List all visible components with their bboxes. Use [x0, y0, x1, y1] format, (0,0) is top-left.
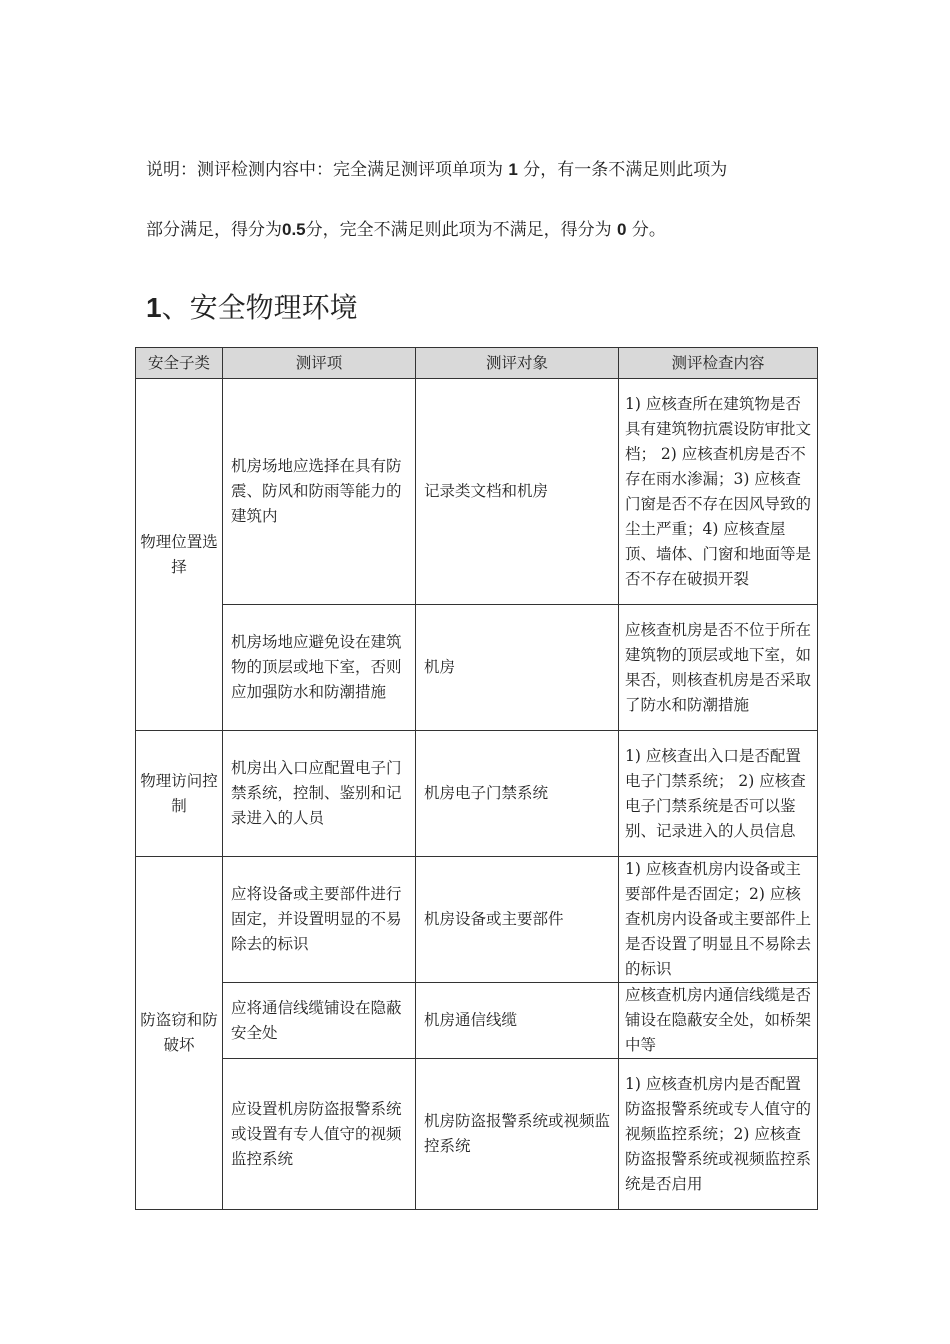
content-cell: 1) 应核查机房内是否配置防盗报警系统或专人值守的视频监控系统；2) 应核查防盗报警系统或视频监控系统是否启用: [619, 1059, 818, 1210]
intro-text: 说明：测评检测内容中：完全满足测评项单项为: [146, 160, 509, 180]
item-cell: 应将通信线缆铺设在隐蔽安全处: [223, 983, 416, 1059]
object-cell: 机房防盗报警系统或视频监控系统: [416, 1059, 619, 1210]
score-partial: 0.5: [282, 220, 306, 239]
content-cell: 应核查机房是否不位于所在建筑物的顶层或地下室，如果否，则核查机房是否采取了防水和防潮措施: [619, 605, 818, 731]
table-row: [136, 605, 818, 731]
item-cell: 机房场地应选择在具有防震、防风和防雨等能力的建筑内: [223, 379, 416, 605]
item-cell: 应将设备或主要部件进行固定，并设置明显的不易除去的标识: [223, 857, 416, 983]
item-cell: 应设置机房防盗报警系统或设置有专人值守的视频监控系统: [223, 1059, 416, 1210]
table-row: [136, 731, 818, 857]
item-cell: 机房场地应避免设在建筑物的顶层或地下室，否则应加强防水和防潮措施: [223, 605, 416, 731]
intro-text: 部分满足，得分为: [146, 220, 282, 240]
section-number: 1: [146, 292, 162, 323]
object-cell: 机房电子门禁系统: [416, 731, 619, 857]
table-header-row: [136, 348, 818, 379]
header-object: 测评对象: [416, 348, 619, 379]
object-cell: 机房: [416, 605, 619, 731]
section-heading: [146, 290, 358, 326]
intro-line-2: [146, 218, 666, 242]
header-item: 测评项: [223, 348, 416, 379]
intro-line-1: [146, 158, 727, 182]
object-cell: 记录类文档和机房: [416, 379, 619, 605]
object-cell: 机房设备或主要部件: [416, 857, 619, 983]
table-row: [136, 379, 818, 605]
object-cell: 机房通信线缆: [416, 983, 619, 1059]
score-full: 1: [508, 160, 518, 179]
evaluation-table: [135, 347, 818, 1210]
intro-text: 分。: [626, 220, 666, 240]
intro-text: 分，完全不满足则此项为不满足，得分为: [305, 220, 618, 240]
intro-text: 分，有一条不满足则此项为: [517, 160, 728, 180]
table-row: [136, 1059, 818, 1210]
section-title: 、安全物理环境: [161, 291, 358, 324]
content-cell: 应核查机房内通信线缆是否铺设在隐蔽安全处，如桥架中等: [619, 983, 818, 1059]
category-cell: 物理访问控制: [136, 731, 223, 857]
header-category: 安全子类: [136, 348, 223, 379]
table-row: [136, 857, 818, 983]
header-content: 测评检查内容: [619, 348, 818, 379]
table-row: [136, 983, 818, 1059]
content-cell: 1) 应核查出入口是否配置电子门禁系统； 2) 应核查电子门禁系统是否可以鉴别、记录进入的人员信息: [619, 731, 818, 857]
content-cell: 1) 应核查机房内设备或主要部件是否固定；2) 应核查机房内设备或主要部件上是否设置了明显且不易除去的标识: [619, 857, 818, 983]
content-cell: 1) 应核查所在建筑物是否具有建筑物抗震设防审批文档； 2) 应核查机房是否不存在雨水渗漏；3) 应核查门窗是否不存在因风导致的尘土严重；4) 应核查屋顶、墙体、门窗和地面等是否不存在破损开裂: [619, 379, 818, 605]
category-cell: 物理位置选择: [136, 379, 223, 731]
category-cell: 防盗窃和防破坏: [136, 857, 223, 1210]
score-none: 0: [617, 220, 627, 239]
item-cell: 机房出入口应配置电子门禁系统，控制、鉴别和记录进入的人员: [223, 731, 416, 857]
